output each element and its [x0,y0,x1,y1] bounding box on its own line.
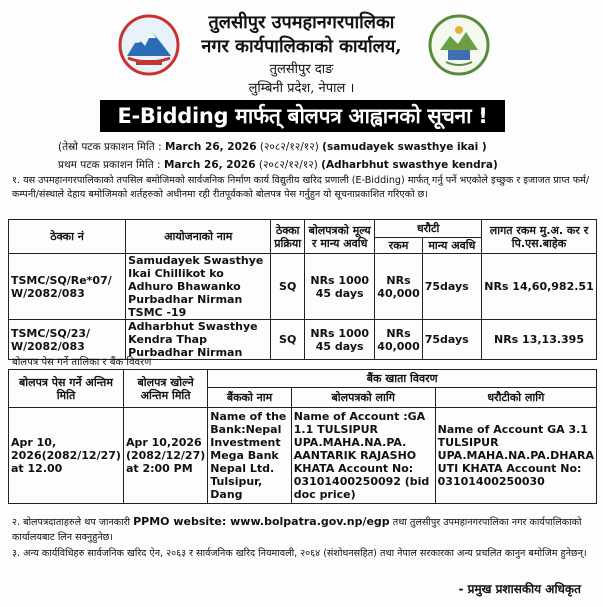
header-contract-no: ठेक्का नं [9,220,126,254]
header-open-date: बोलपत्र खोल्ने अन्तिम मिति [123,370,207,408]
submit-deadline-cell: Apr 10, 2026(2082/12/27) at 12.00 [9,408,124,504]
table-row [9,408,597,504]
bid-validity-value: 45 days [315,286,364,300]
contract-no-cell: TSMC/SQ/23/ W/2082/083 [9,320,126,360]
open-date-cell: Apr 10,2026 (2082/12/27) at 2:00 PM [123,408,207,504]
bank-details-table [8,369,597,504]
third-publication-line [58,140,487,154]
procedure-cell: SQ [271,320,305,360]
header-bid-price: बोलपत्रको मूल्य र मान्य अवधि [305,220,375,254]
notice-title-banner: E-Bidding मार्फत् बोलपत्र आह्वानको सूचना ! [100,100,505,132]
info-suffix: तथा तुलसीपुर उपमहानगरपालिका नगर कार्यपालिकाको कार्यालयबाट लिन सक्नुहुनेछ। [12,517,582,543]
header-submit-deadline: बोलपत्र पेस गर्ने अन्तिम मिति [9,370,124,408]
third-publication-project: (samudayek swasthye ikai ) [322,141,487,153]
estimate-cell: NRs 14,60,982.51 [482,254,597,320]
first-publication-label: प्रथम पटक प्रकाशन मिति : [58,159,161,171]
third-publication-date: March 26, 2026 [164,141,257,153]
header-deposit-amount: रकम [375,238,422,254]
first-publication-date: March 26, 2026 [163,159,256,171]
bank-table-caption: बोलपत्र पेस गर्ने तालिका र बैंक विवरण [12,357,152,368]
project-name-cell: Samudayek Swasthye Ikai Chillikot ko Adhuro Bhawanko Purbadhar Nirman TSMC -19 [126,254,271,320]
header-bank-details: बैंक खाता विवरण [208,370,597,388]
deposit-account-cell: Name of Account GA 3.1 TULSIPUR UPA.MAHA.NA.PA.DHARA UTI KHATA Account No: 03101400250030 [435,408,596,504]
first-publication-nepali-date: (२०८२/१२/१२) [258,159,318,171]
third-publication-label: (तेस्रो पटक प्रकाशन मिति : [58,141,162,153]
header-project-name: आयोजनाको नाम [126,220,271,254]
procedure-paragraph: ३. अन्य कार्यविधिहरु सार्वजनिक खरिद ऐन, २०६३ र सार्वजनिक खरिद नियमावली, २०६४ (संशोधनसहित) तथा नेपाल सरकारका अन्य प्रचलित कानुन बमोजिम हुनेछन्। [12,548,587,559]
estimate-cell: NRs 13,13.395 [482,320,597,360]
third-publication-nepali-date: (२०८२/१२/१२) [259,141,319,153]
header-deposit: धरौटी [375,220,482,238]
bid-price-cell [305,320,375,360]
first-publication-project: (Adharbhut swasthye kendra) [321,159,498,171]
header-deposit-validity: मान्य अवधि [422,238,481,254]
deposit-validity-cell: 75days [422,320,481,360]
info-paragraph [12,514,594,545]
header-for-deposit: धरौटीको लागि [435,388,596,408]
contract-table [8,219,597,360]
ppmo-website-link[interactable]: PPMO website: www.bolpatra.gov.np/egp [133,515,390,528]
bid-price-cell [305,254,375,320]
signatory: - प्रमुख प्रशासकीय अधिकृत [458,582,581,596]
bid-account-cell: Name of Account :GA 1.1 TULSIPUR UPA.MAHA.NA.PA. AANTARIK RAJASHO KHATA Account No: 03101400250092 (bid doc price) [291,408,435,504]
bid-price-value: NRs 1000 [310,273,370,287]
project-name-cell: Adharbhut Swasthye Kendra Thap Purbadhar Nirman [126,320,271,360]
header-bank-name: बैंकको नाम [208,388,292,408]
deposit-amount-cell: NRs 40,000 [375,254,422,320]
office-location-line: तुलसीपुर दाङ [269,62,334,77]
office-name-line1: तुलसीपुर उपमहानगरपालिका [208,12,395,33]
province-line: लुम्बिनी प्रदेश, नेपाल । [248,81,355,96]
contract-no-cell: TSMC/SQ/Re*07/ W/2082/083 [9,254,126,320]
first-publication-line [58,158,498,172]
intro-paragraph: १. यस उपमहानगरपालिकाको तपसिल बमोजिमको सार्वजनिक निर्माण कार्य विद्युतीय खरिद प्रणाली (E-Bidding) मार्फत् गर्नु पर्ने भएकोले इच्छुक र इजाजत प्राप्त फर्म/कम्पनी/संस्थाले देहाय बमोजिमको शर्तहरुको अधीनमा रही रीतपूर्वकको बोलपत्र पेस गर्नुहुन यो सूचनाप्रकाशित गरिएको छ। [12,175,590,200]
deposit-amount-cell: NRs 40,000 [375,320,422,360]
office-name-line2: नगर कार्यपालिकाको कार्यालय, [201,36,402,57]
header-estimate: लागत रकम मु.अ. कर र पि.एस.बाहेक [482,220,597,254]
header-for-bid: बोलपत्रको लागि [291,388,435,408]
bid-price-value: NRs 1000 [310,326,370,340]
bid-validity-value: 45 days [315,339,364,353]
info-prefix: २. बोलपत्रदाताहरुले थप जानकारी [12,517,131,528]
table-row [9,254,597,320]
header-procedure: ठेक्का प्रक्रिया [271,220,305,254]
procedure-cell: SQ [271,254,305,320]
bank-name-cell: Name of the Bank:Nepal Investment Mega Bank Nepal Ltd. Tulsipur, Dang [208,408,292,504]
deposit-validity-cell: 75days [422,254,481,320]
